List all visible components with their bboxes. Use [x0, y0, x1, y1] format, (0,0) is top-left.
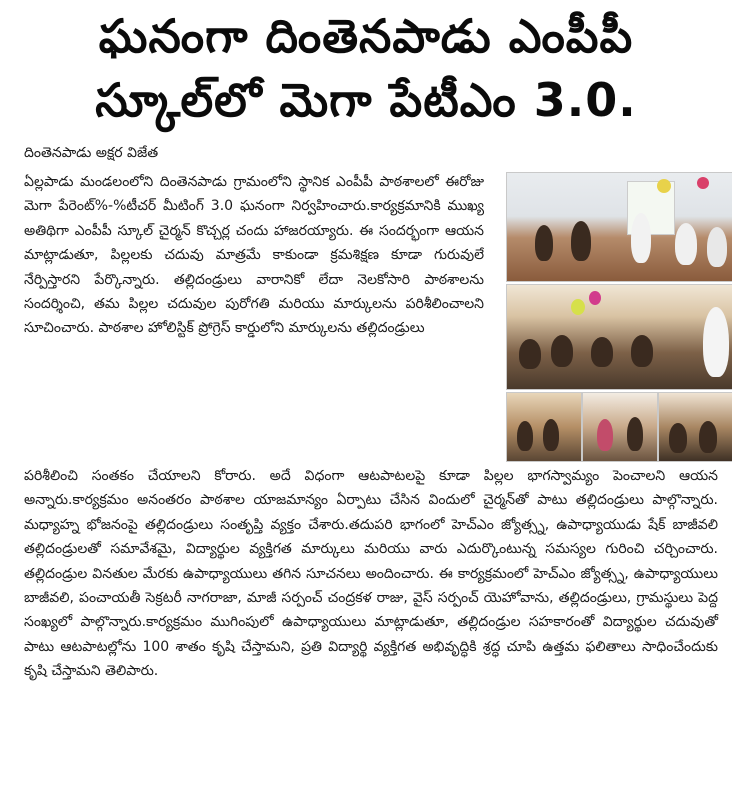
byline: దింతెనపాడు అక్షర విజేత — [24, 145, 159, 161]
headline-line-1: ఘనంగా దింతెనపాడు ఎంపీపీ — [98, 9, 634, 63]
person — [627, 417, 643, 451]
article-body-bottom: పరిశీలించి సంతకం చేయాలని కోరారు. అదే విధంగా ఆటపాటలపై కూడా పిల్లల భాగస్వామ్యం పెంచాలని ఆయన అన్నారు.కార్యక్రమం అనంతరం పాఠశాల యాజమాన్యం ఏర్పాటు చేసిన విందులో చైర్మన్‌తో పాటు తల్లిదండ్రులు పాల్గొన్నారు. మధ్యాహ్న భోజనంపై తల్లిదండ్రులు సంతృప్తి వ్యక్తం చేశారు.తదుపరి భాగంలో హెచ్ఎం జ్యోత్స్న, ఉపాధ్యాయుడు షేక్ బాజీవలి తల్లిదండ్రులతో సమావేశమై, విద్యార్థుల వ్యక్తిగత మార్కులు మరియు వారు ఎదుర్కొంటున్న సమస్యల గురించి చర్చించారు. తల్లిదండ్రుల వినతుల మేరకు ఉపాధ్యాయులు తగిన సూచనలు అందించారు. ఈ కార్యక్రమంలో హెచ్ఎం జ్యోత్స్న, ఉపాధ్యాయులు బాజీవలి, పంచాయతీ సెక్రటరీ నాగరాజా, మాజీ సర్పంచ్ చంద్రకళ రాజు, వైస్ సర్పంచ్ యెహోవాను, తల్లిదండ్రులు, గ్రామస్థులు పెద్ద సంఖ్యలో పాల్గొన్నారు.కార్యక్రమం ముగింపులో ఉపాధ్యాయులు మాట్లాడుతూ, తల్లిదండ్రుల సహకారంతో విద్యార్థుల చదువుతో పాటు ఆటపాటల్లోను 100 శాతం కృషి చేస్తామని, ప్రతి విద్యార్థి వ్యక్తిగత అభివృద్ధికి శ్రద్ధ చూపి ఉత్తమ ఫలితాలు సాధించేందుకు కృషి చేస్తామని తెలిపారు. — [24, 468, 718, 680]
photo-meeting-1 — [506, 392, 582, 462]
headline — [0, 4, 732, 132]
person — [631, 335, 653, 367]
person — [571, 221, 591, 261]
person — [543, 419, 559, 451]
photo-meeting-2 — [582, 392, 658, 462]
balloon — [697, 177, 709, 189]
person — [669, 423, 687, 453]
person — [707, 227, 727, 267]
balloon — [571, 299, 585, 315]
person — [675, 223, 697, 265]
photo-collage — [506, 172, 732, 462]
article-body-top: ఏల్లపాడు మండలంలోని దింతెనపాడు గ్రామంలోని స్థానిక ఎంపీపీ పాఠశాలలో ఈరోజు మెగా పేరెంట్%-%టీచర్ మీటింగ్ 3.0 ఘనంగా నిర్వహించారు.కార్యక్రమానికి ముఖ్య అతిథిగా ఎంపీపీ స్కూల్ చైర్మన్ కొచ్చర్ల చందు హాజరయ్యారు. ఈ సందర్భంగా ఆయన మాట్లాడుతూ, పిల్లలకు చదువు మాత్రమే కాకుండా క్రమశిక్షణ కూడా గురువులే నేర్పిస్తారని పేర్కొన్నారు. తల్లిదండ్రులు వారానికో లేదా నెలకోసారి పాఠశాలను సందర్శించి, తమ పిల్లల చదువుల పురోగతి మరియు మార్కులను పరిశీలించాలని సూచించారు. పాఠశాల హోలిస్టిక్ ప్రోగ్రెస్ కార్డులోని మార్కులను తల్లిదండ్రులు — [24, 174, 484, 337]
person — [519, 339, 541, 369]
person — [591, 337, 613, 367]
person — [535, 225, 553, 261]
person — [631, 213, 651, 263]
headline-line-2: స్కూల్‌లో మెగా పేటీఎం 3.0. — [95, 73, 637, 127]
photo-stage-guests — [506, 172, 732, 282]
photo-meeting-3 — [658, 392, 732, 462]
person — [517, 421, 533, 451]
balloon — [657, 179, 671, 193]
person — [551, 335, 573, 367]
balloon — [589, 291, 601, 305]
person-speaker — [703, 307, 729, 377]
person — [699, 421, 717, 453]
person — [597, 419, 613, 451]
photo-parents-audience — [506, 284, 732, 390]
